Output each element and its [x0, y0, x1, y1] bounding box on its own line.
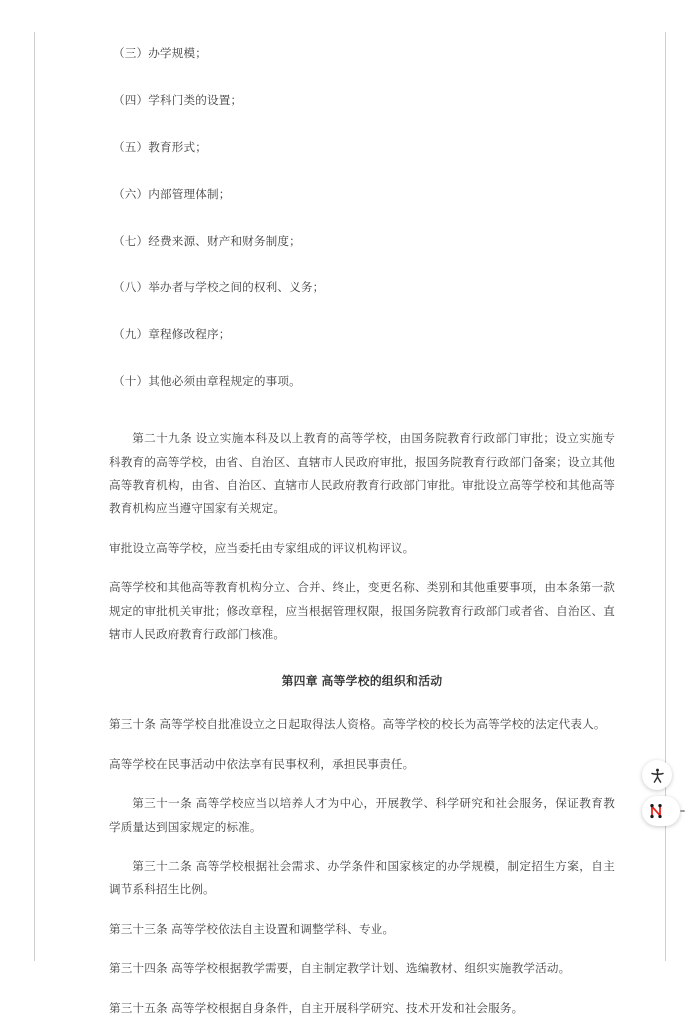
- article-paragraph: 第三十五条 高等学校根据自身条件，自主开展科学研究、技术开发和社会服务。: [109, 1001, 524, 1015]
- article-paragraph: 第三十四条 高等学校根据教学需要，自主制定教学计划、选编教材、组织实施教学活动。: [109, 962, 571, 976]
- accessibility-person-icon: [649, 767, 666, 784]
- list-item: （十）其他必须由章程规定的事项。: [113, 375, 301, 389]
- notes-network-logo-icon: [646, 801, 666, 821]
- article-paragraph: 审批设立高等学校，应当委托由专家组成的评议机构评议。: [109, 541, 415, 555]
- article-paragraph: 第三十二条 高等学校根据社会需求、办学条件和国家核定的办学规模，制定招生方案，自主调节系科招生比例。: [109, 860, 615, 897]
- document-text-body: [109, 38, 615, 1036]
- floating-toolbar: [642, 760, 688, 826]
- collapse-handle-icon[interactable]: [680, 810, 685, 812]
- list-item: （七）经费来源、财产和财务制度；: [113, 234, 301, 248]
- list-item: （八）举办者与学校之间的权利、义务；: [113, 281, 325, 295]
- list-item: （三）办学规模；: [113, 47, 207, 60]
- list-item: （五）教育形式；: [113, 140, 207, 154]
- chapter-heading: 第四章 高等学校的组织和活动: [281, 674, 443, 689]
- article-paragraph: 高等学校和其他高等教育机构分立、合并、终止，变更名称、类别和其他重要事项，由本条第一款规定的审批机关审批；修改章程，应当根据管理权限，报国务院教育行政部门或者省、自治区、直辖市人民政府教育行政部门核准。: [109, 581, 615, 641]
- article-paragraph: 第三十一条 高等学校应当以培养人才为中心，开展教学、科学研究和社会服务，保证教育教学质量达到国家规定的标准。: [109, 797, 615, 834]
- notes-logo-button[interactable]: [642, 796, 680, 826]
- notes-button-wrap: [642, 796, 680, 826]
- accessibility-button[interactable]: [642, 760, 672, 790]
- article-paragraph: 第二十九条 设立实施本科及以上教育的高等学校，由国务院教育行政部门审批；设立实施专科教育的高等学校，由省、自治区、直辖市人民政府审批，报国务院教育行政部门备案；设立其他高等教育机构，由省、自治区、直辖市人民政府教育行政部门审批。审批设立高等学校和其他高等教育机构应当遵守国家有关规定。: [109, 432, 615, 516]
- list-item: （九）章程修改程序；: [113, 328, 231, 342]
- article-paragraph: 高等学校在民事活动中依法享有民事权利，承担民事责任。: [109, 757, 415, 771]
- block-spacer: [109, 420, 615, 427]
- article-paragraph: 第三十三条 高等学校依法自主设置和调整学科、专业。: [109, 922, 395, 936]
- document-page: [34, 32, 666, 1015]
- list-item: （六）内部管理体制；: [113, 187, 231, 201]
- list-item: （四）学科门类的设置；: [113, 93, 243, 107]
- article-paragraph: 第三十条 高等学校自批准设立之日起取得法人资格。高等学校的校长为高等学校的法定代表人。: [109, 718, 606, 732]
